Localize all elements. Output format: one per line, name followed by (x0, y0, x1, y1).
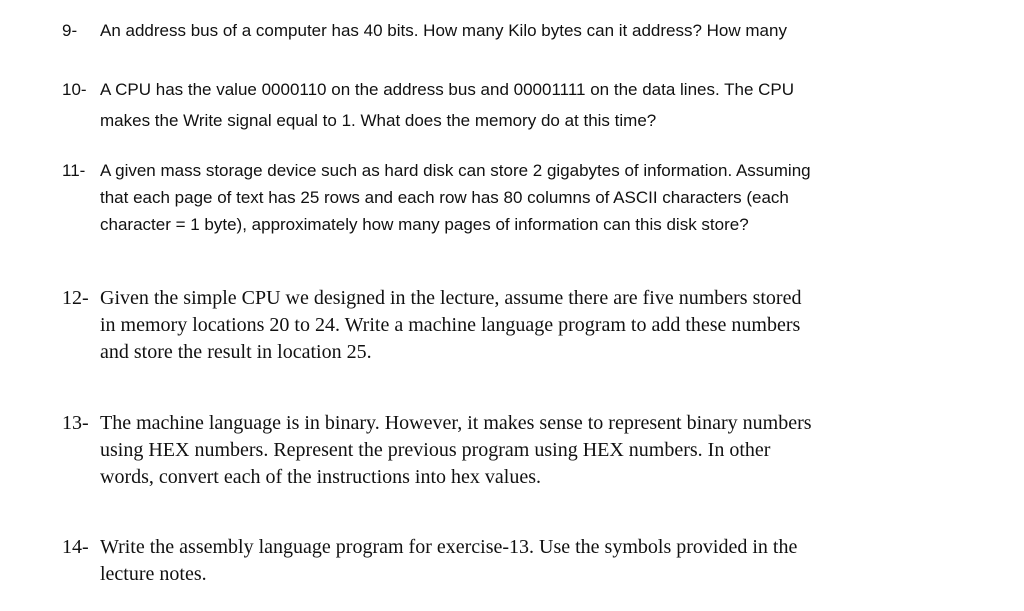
question-text (62, 17, 787, 44)
question-text (62, 76, 794, 134)
question-line: The machine language is in binary. However, it makes sense to represent binary numbers (100, 412, 812, 434)
question-line: makes the Write signal equal to 1. What does the memory do at this time? (100, 111, 657, 130)
question-line: Given the simple CPU we designed in the lecture, assume there are five numbers stored (100, 287, 802, 309)
question-number: 10- (62, 80, 87, 99)
question-12 (62, 285, 801, 366)
question-line: that each page of text has 25 rows and each row has 80 columns of ASCII characters (each (100, 188, 789, 207)
question-line: words, convert each of the instructions into hex values. (100, 466, 541, 488)
question-line: A given mass storage device such as hard disk can store 2 gigabytes of information. Assuming (100, 161, 811, 180)
question-number: 11- (62, 161, 86, 180)
question-9 (62, 17, 787, 44)
question-number: 13- (62, 412, 89, 434)
question-number: 14- (62, 536, 89, 558)
question-line: and store the result in location 25. (100, 341, 372, 363)
question-line: character = 1 byte), approximately how many pages of information can this disk store? (100, 215, 749, 234)
question-11 (62, 157, 811, 238)
question-number: 12- (62, 287, 89, 309)
question-13 (62, 410, 812, 491)
question-line: lecture notes. (100, 563, 207, 585)
question-text (62, 285, 801, 366)
question-10 (62, 76, 794, 134)
question-14 (62, 534, 797, 588)
question-line: An address bus of a computer has 40 bits. How many Kilo bytes can it address? How many (100, 21, 787, 40)
question-line: using HEX numbers. Represent the previous program using HEX numbers. In other (100, 439, 771, 461)
question-line: in memory locations 20 to 24. Write a machine language program to add these numbers (100, 314, 801, 336)
question-text (62, 534, 797, 588)
question-text (62, 410, 812, 491)
question-text (62, 157, 811, 238)
question-line: Write the assembly language program for exercise-13. Use the symbols provided in the (100, 536, 798, 558)
question-number: 9- (62, 21, 78, 40)
question-line: A CPU has the value 0000110 on the address bus and 00001111 on the data lines. The CPU (100, 80, 795, 99)
